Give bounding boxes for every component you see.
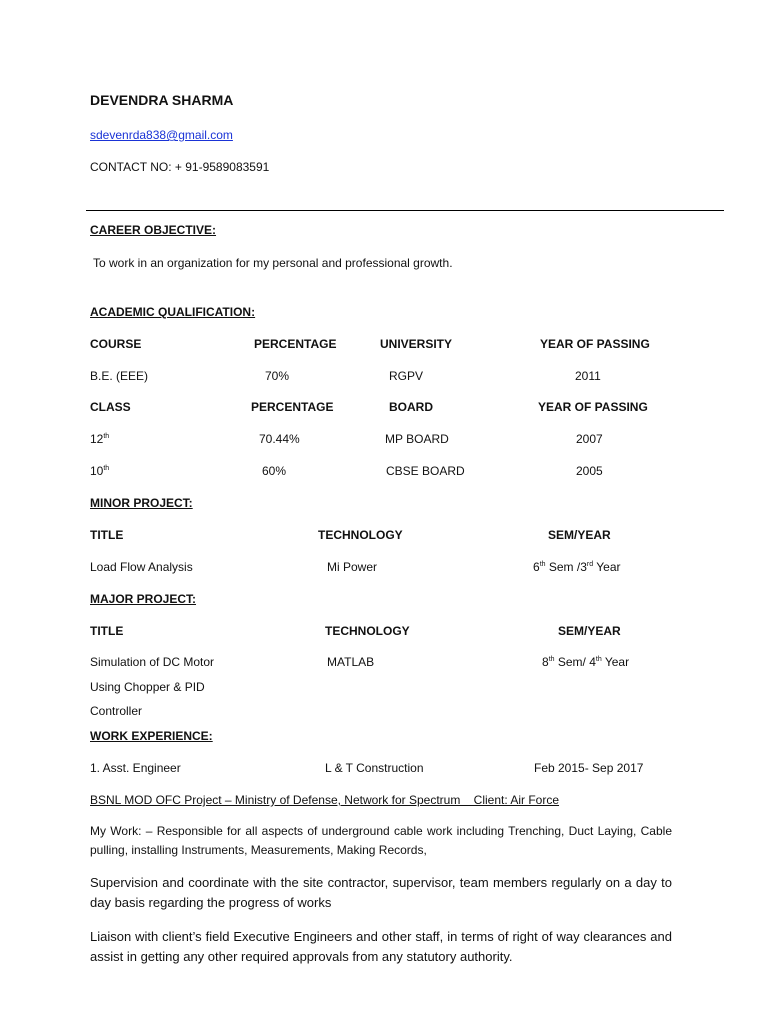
- class-year-header: YEAR OF PASSING: [538, 400, 648, 414]
- minor-title-header: TITLE: [90, 528, 124, 542]
- major-project-title-line-2: Using Chopper & PID: [90, 680, 205, 694]
- minor-technology-header: TECHNOLOGY: [318, 528, 403, 542]
- major-project-heading: MAJOR PROJECT:: [90, 592, 197, 606]
- minor-semyear-header: SEM/YEAR: [548, 528, 611, 542]
- major-project-title-line-3: Controller: [90, 704, 143, 718]
- class-10-year: 2005: [576, 464, 603, 478]
- work-company: L & T Construction: [325, 761, 424, 775]
- work-paragraph-3: Liaison with client’s field Executive Engineers and other staff, in terms of right of way clearances and assist in getting any other required approvals from any statutory authority.: [90, 929, 672, 964]
- class-12-label: 12th: [90, 432, 110, 446]
- class-12-percentage: 70.44%: [259, 432, 300, 446]
- minor-project-heading: MINOR PROJECT:: [90, 496, 193, 510]
- course-year: 2011: [575, 369, 601, 383]
- class-10-label: 10th: [90, 464, 110, 478]
- university-header: UNIVERSITY: [380, 337, 453, 351]
- course-university: RGPV: [389, 369, 424, 383]
- course-value: B.E. (EEE): [90, 369, 149, 383]
- academic-heading: ACADEMIC QUALIFICATION:: [90, 305, 256, 319]
- minor-project-title: Load Flow Analysis: [90, 560, 193, 574]
- major-project-technology: MATLAB: [327, 655, 375, 669]
- minor-project-technology: Mi Power: [327, 560, 378, 574]
- year-header: YEAR OF PASSING: [540, 337, 650, 351]
- course-header: COURSE: [90, 337, 142, 351]
- minor-project-semyear: 6th Sem /3rd Year: [533, 560, 621, 574]
- work-project-line: BSNL MOD OFC Project – Ministry of Defense, Network for Spectrum Client: Air Force: [90, 793, 560, 807]
- work-paragraph-2: Supervision and coordinate with the site contractor, supervisor, team members regularly on a day to day basis regarding the progress of works: [90, 875, 672, 910]
- course-percentage: 70%: [265, 369, 290, 383]
- major-technology-header: TECHNOLOGY: [325, 624, 410, 638]
- work-period: Feb 2015- Sep 2017: [534, 761, 644, 775]
- career-objective-heading: CAREER OBJECTIVE:: [90, 223, 217, 237]
- class-header: CLASS: [90, 400, 131, 414]
- candidate-name: DEVENDRA SHARMA: [90, 92, 234, 108]
- major-semyear-header: SEM/YEAR: [558, 624, 621, 638]
- header-divider: [86, 210, 724, 211]
- major-project-title-line-1: Simulation of DC Motor: [90, 655, 215, 669]
- contact-number: CONTACT NO: + 91-9589083591: [90, 160, 270, 174]
- major-title-header: TITLE: [90, 624, 124, 638]
- percentage-header: PERCENTAGE: [254, 337, 337, 351]
- work-experience-heading: WORK EXPERIENCE:: [90, 729, 213, 743]
- email-link[interactable]: sdevenrda838@gmail.com: [90, 128, 233, 142]
- class-10-board: CBSE BOARD: [386, 464, 465, 478]
- class-10-percentage: 60%: [262, 464, 287, 478]
- work-role: 1. Asst. Engineer: [90, 761, 181, 775]
- class-12-year: 2007: [576, 432, 603, 446]
- board-header: BOARD: [389, 400, 433, 414]
- class-12-board: MP BOARD: [385, 432, 449, 446]
- career-objective-text: To work in an organization for my personal and professional growth.: [93, 256, 453, 270]
- major-project-semyear: 8th Sem/ 4th Year: [542, 655, 630, 669]
- class-percentage-header: PERCENTAGE: [251, 400, 334, 414]
- work-paragraph-1: My Work: – Responsible for all aspects of underground cable work including Trenching, Duct Laying, Cable pulling, installing Instruments, Measurements, Making Records,: [90, 824, 672, 857]
